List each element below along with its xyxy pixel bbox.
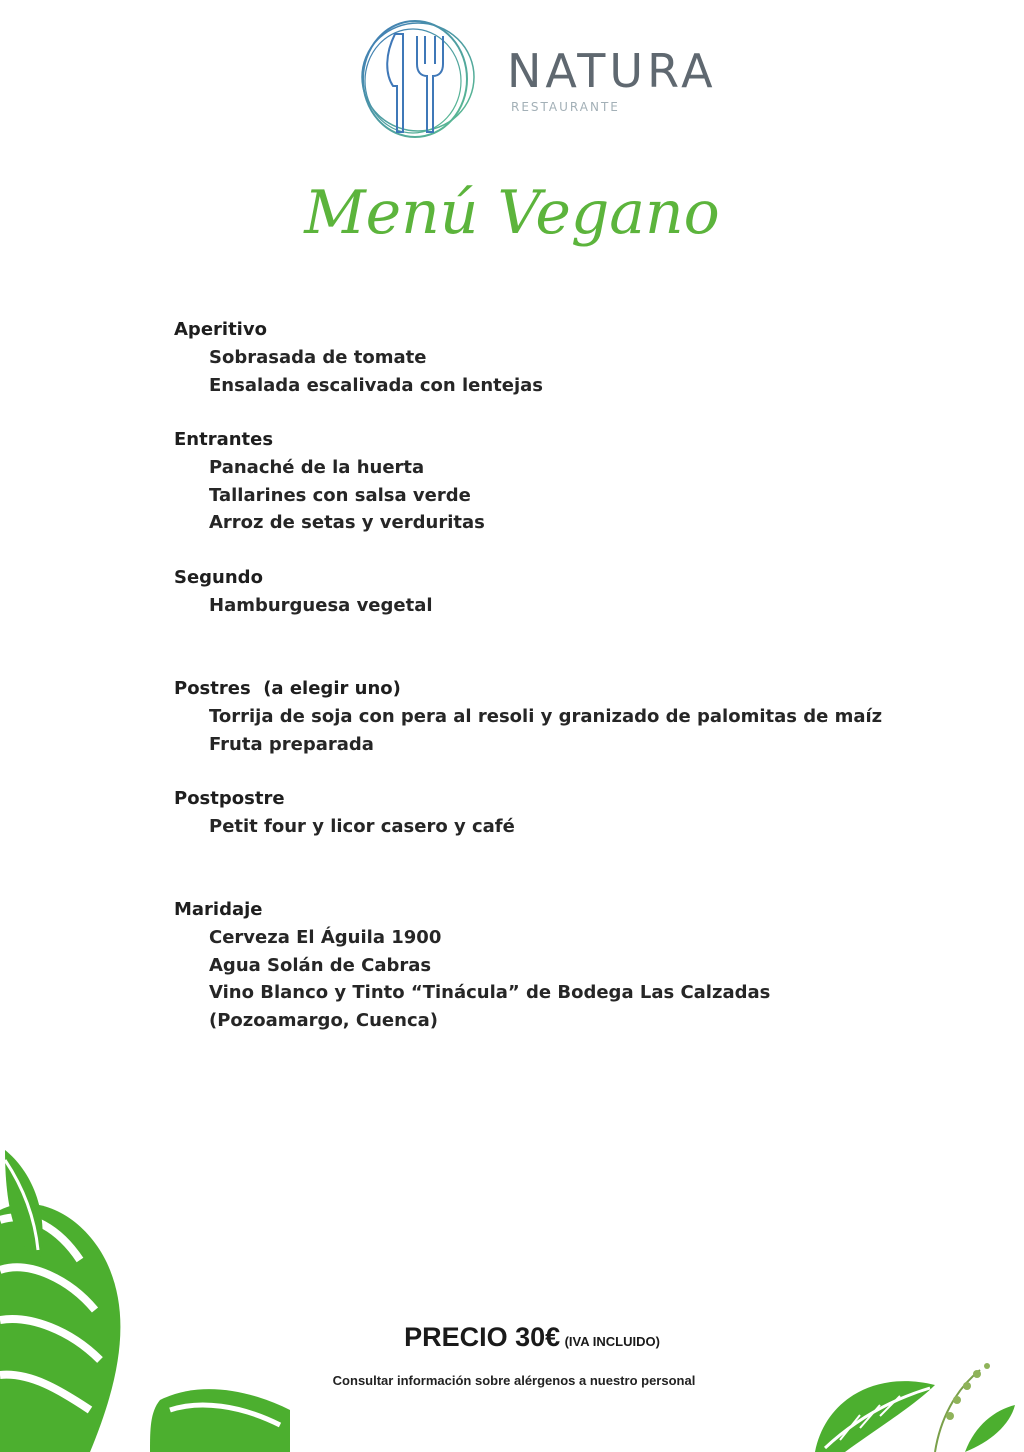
brand-subtitle: RESTAURANTE (511, 100, 620, 114)
section-entrantes (174, 426, 485, 537)
menu-item: Tallarines con salsa verde (209, 484, 471, 506)
price-label: PRECIO 30€ (404, 1322, 561, 1352)
menu-item: Panaché de la huerta (209, 457, 425, 478)
plate-knife-fork-logo-icon (355, 14, 485, 144)
menu-item: Torrija de soja con pera al resoli y granizado de palomitas de maíz (209, 706, 883, 727)
menu-item: Ensalada escalivada con lentejas (209, 374, 543, 396)
menu-item: Fruta preparada (209, 733, 374, 755)
menu-item: Hamburguesa vegetal (209, 595, 433, 616)
menu-item: Cerveza El Águila 1900 (209, 927, 442, 948)
menu-item: (Pozoamargo, Cuenca) (209, 1009, 438, 1031)
section-postres (174, 675, 882, 758)
menu-item: Vino Blanco y Tinto “Tinácula” de Bodega Las Calzadas (209, 982, 771, 1003)
section-title: Segundo (174, 567, 263, 588)
monstera-leaf-icon (0, 1150, 300, 1452)
section-aperitivo (174, 316, 543, 399)
section-title: Aperitivo (174, 319, 267, 340)
menu-item: Agua Solán de Cabras (209, 954, 432, 976)
section-maridaje (174, 896, 770, 1034)
menu-item: Arroz de setas y verduritas (209, 512, 485, 533)
allergen-notice: Consultar información sobre alérgenos a nuestro personal (332, 1373, 696, 1388)
menu-item: Petit four y licor casero y café (209, 816, 515, 837)
section-title: Entrantes (174, 429, 274, 450)
menu-title: Menú Vegano (304, 178, 720, 248)
brand-name: NATURA (507, 44, 717, 98)
section-postpostre (174, 785, 515, 841)
price-line (0, 1322, 1024, 1353)
section-title: Maridaje (174, 899, 263, 920)
restaurant-logo (355, 14, 735, 144)
section-segundo (174, 564, 433, 620)
section-title: Postres (a elegir uno) (174, 678, 401, 699)
price-note: (IVA INCLUIDO) (564, 1334, 660, 1349)
menu-item: Sobrasada de tomate (209, 347, 427, 368)
section-title: Postpostre (174, 788, 285, 809)
